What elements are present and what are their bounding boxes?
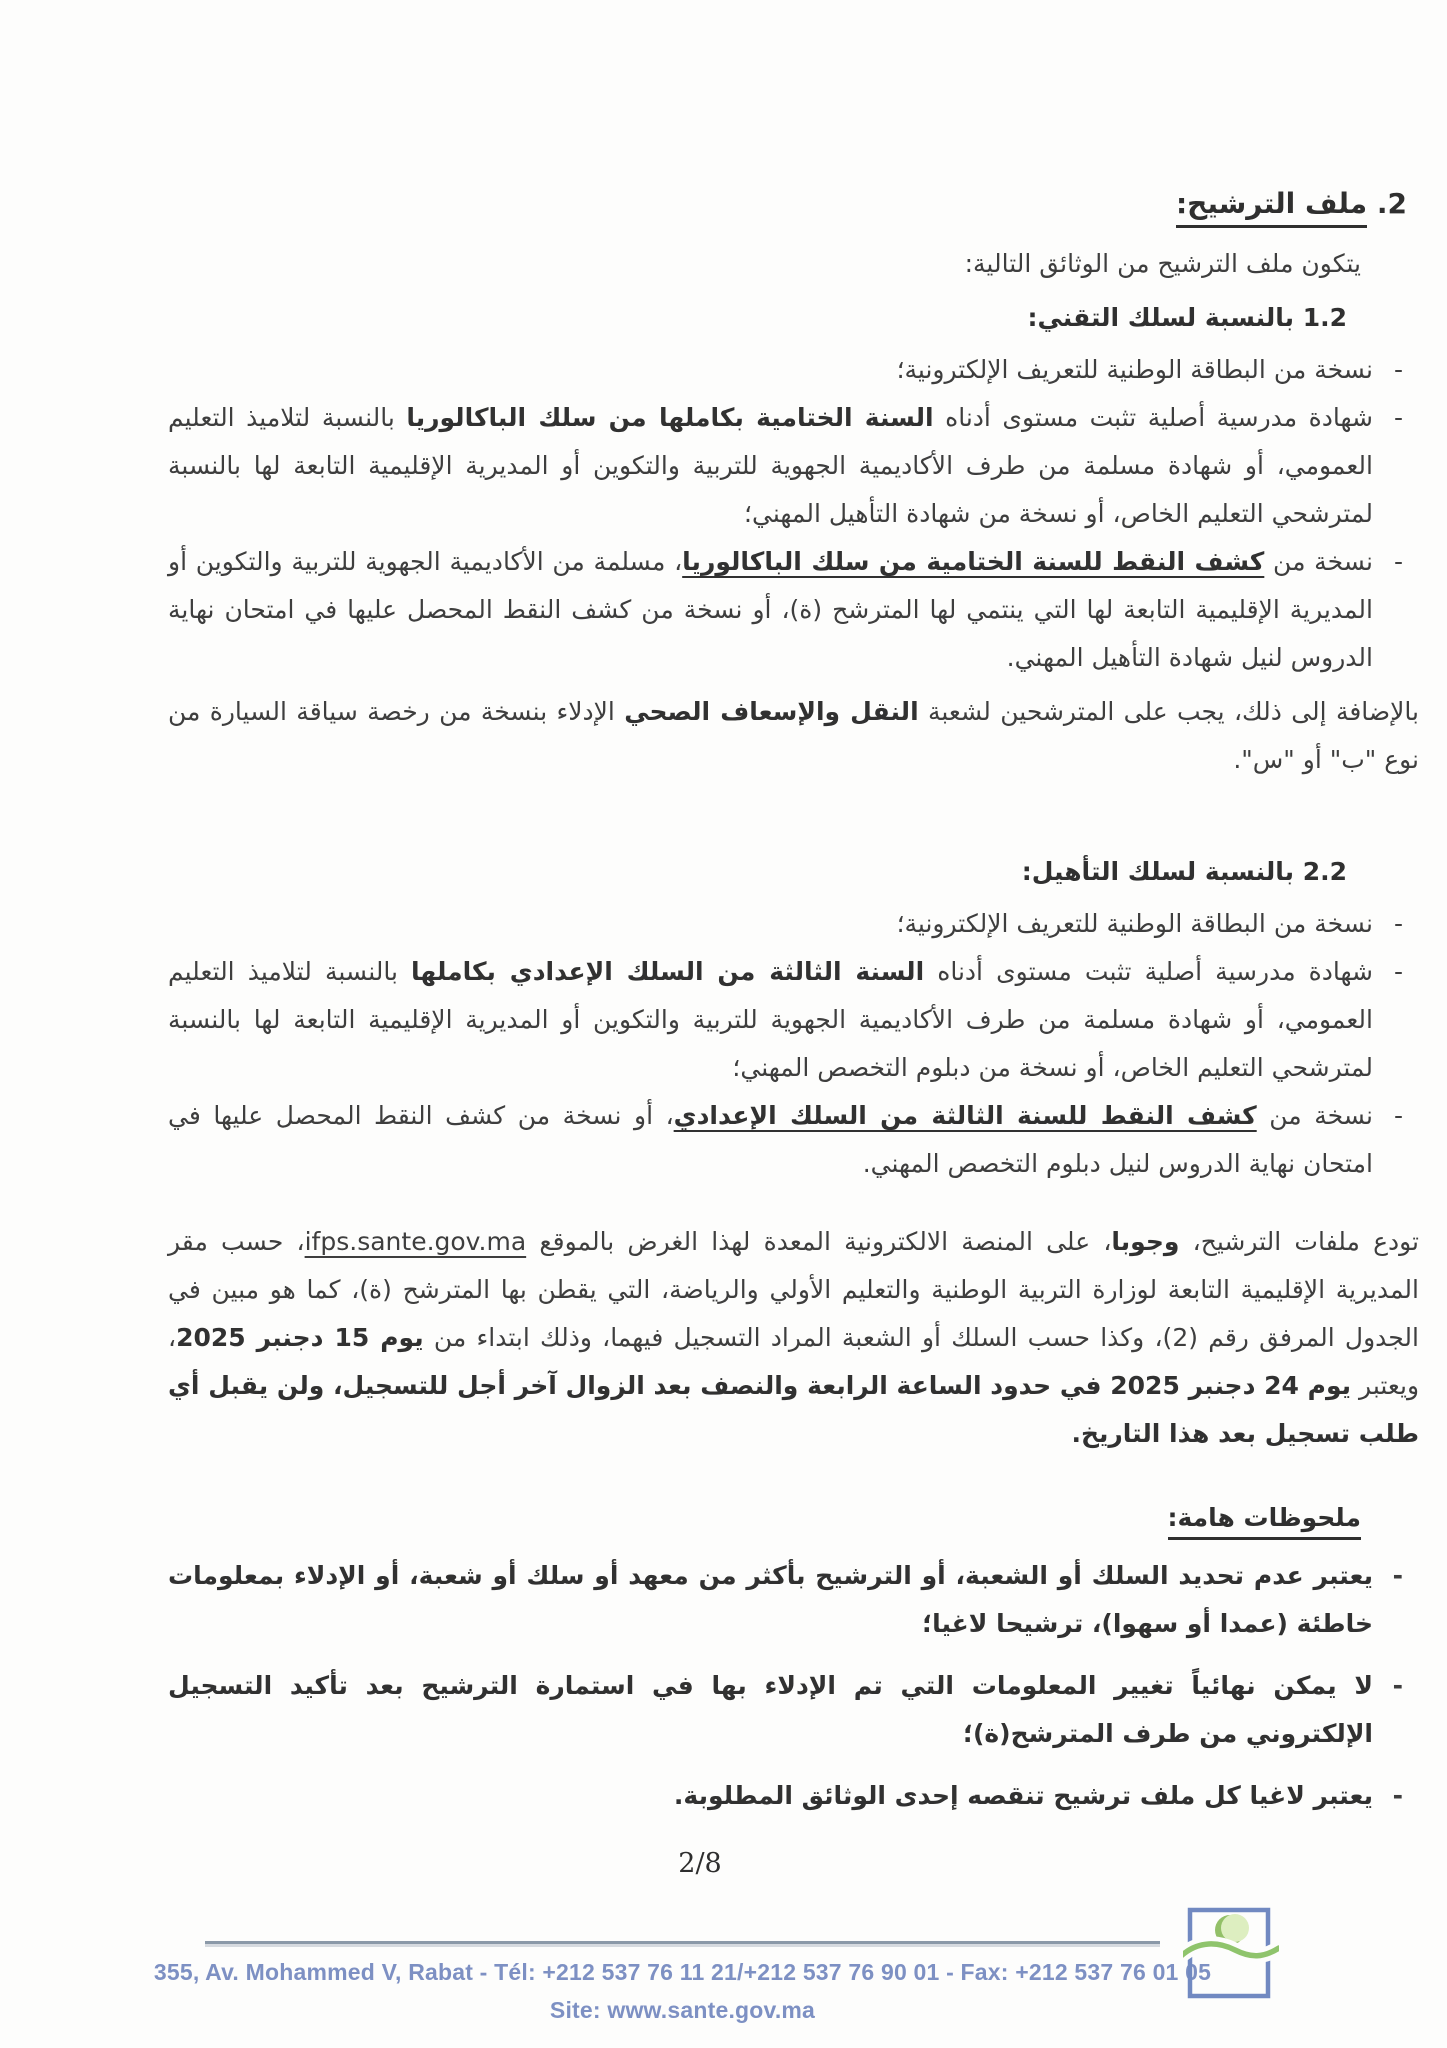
bullet-text: نسخة من كشف النقط للسنة الختامية من سلك الباكالوريا، مسلمة من الأكاديمية الجهوية للتربية والتكوين أو المديرية الإقليمية التابعة لها التي ينتمي لها المترشح (ة)، أو نسخة من كشف النقط المحصل عليها في امتحان نهاية الدروس لنيل شهادة التأهيل المهني.	[168, 547, 1373, 672]
bullet-dash: -	[1393, 547, 1403, 576]
technique-bullet-2	[168, 394, 1419, 538]
bullet-text: نسخة من البطاقة الوطنية للتعريف الإلكترونية؛	[896, 355, 1373, 384]
qualification-bullet-3	[168, 1092, 1419, 1188]
section-gap	[168, 1458, 1419, 1494]
note-text: لا يمكن نهائياً تغيير المعلومات التي تم الإدلاء بها في استمارة الترشيح بعد تأكيد التسجيل الإلكتروني من طرف المترشح(ة)؛	[168, 1671, 1373, 1748]
doc-title-label: ملف الترشيح:	[1176, 187, 1367, 228]
note-text: يعتبر عدم تحديد السلك أو الشعبة، أو الترشيح بأكثر من معهد أو سلك أو شعبة، أو الإدلاء بمعلومات خاطئة (عمدا أو سهوا)، ترشيحا لاغيا؛	[168, 1561, 1373, 1638]
page-number: 2/8	[678, 1848, 722, 1879]
note-bullet-3	[168, 1772, 1419, 1820]
intro-line: يتكون ملف الترشيح من الوثائق التالية:	[964, 249, 1361, 278]
footer-site: Site: www.sante.gov.ma	[549, 1997, 816, 2023]
bullet-text: شهادة مدرسية أصلية تثبت مستوى أدناه السنة الثالثة من السلك الإعدادي بكاملها بالنسبة لتلاميذ التعليم العمومي، أو شهادة مسلمة من طرف الأكاديمية الجهوية للتربية والتكوين أو المديرية الإقليمية التابعة لها بالنسبة لمترشحي التعليم الخاص، أو نسخة من دبلوم التخصص المهني؛	[168, 957, 1374, 1082]
important-notes-heading: ملحوظات هامة:	[168, 1494, 1419, 1542]
qualification-bullet-1	[168, 900, 1419, 948]
qualification-bullet-2	[168, 948, 1419, 1092]
bullet-dash: -	[1392, 1781, 1403, 1810]
bullet-dash: -	[1393, 355, 1403, 384]
doc-title	[168, 182, 1419, 226]
note-bullet-2	[168, 1662, 1419, 1758]
technique-bullet-1	[168, 346, 1419, 394]
bullet-dash: -	[1392, 1671, 1403, 1700]
submission-paragraph: تودع ملفات الترشيح، وجوبا، على المنصة الالكترونية المعدة لهذا الغرض بالموقع ifps.sante.gov.ma‏، حسب مقر المديرية الإقليمية التابعة لوزارة التربية الوطنية والتعليم الأولي والرياضة، التي يقطن بها المترشح (ة)، كما هو مبين في الجدول المرفق رقم (2)، وكذا حسب السلك أو الشعبة المراد التسجيل فيهما، وذلك ابتداء من يوم 15 دجنبر 2025، ويعتبر يوم 24 دجنبر 2025 في حدود الساعة الرابعة والنصف بعد الزوال آخر أجل للتسجيل، ولن يقبل أي طلب تسجيل بعد هذا التاريخ.	[168, 1227, 1420, 1448]
bullet-dash: -	[1393, 1101, 1403, 1130]
bullet-dash: -	[1393, 957, 1403, 986]
bullet-text: نسخة من كشف النقط للسنة الثالثة من السلك الإعدادي، أو نسخة من كشف النقط المحصل عليها في امتحان نهاية الدروس لنيل دبلوم التخصص المهني.	[168, 1101, 1374, 1178]
ministry-health-logo-icon	[1183, 1906, 1279, 2002]
bullet-dash: -	[1393, 403, 1403, 432]
note-bullet-1	[168, 1552, 1419, 1648]
bullet-dash: -	[1393, 909, 1403, 938]
bullet-text: نسخة من البطاقة الوطنية للتعريف الإلكترونية؛	[896, 909, 1373, 938]
section-gap	[168, 784, 1419, 842]
bullet-text: شهادة مدرسية أصلية تثبت مستوى أدناه السنة الختامية بكاملها من سلك الباكالوريا بالنسبة لتلاميذ التعليم العمومي، أو شهادة مسلمة من طرف الأكاديمية الجهوية للتربية والتكوين أو المديرية الإقليمية التابعة لها بالنسبة لمترشحي التعليم الخاص، أو نسخة من شهادة التأهيل المهني؛	[168, 403, 1374, 528]
bullet-dash: -	[1392, 1561, 1403, 1590]
technique-bullet-3	[168, 538, 1419, 682]
section-technique-heading: 1.2 بالنسبة لسلك التقني:	[1027, 303, 1347, 332]
section-qualification-heading: 2.2 بالنسبة لسلك التأهيل:	[1021, 857, 1347, 886]
section-gap	[168, 1188, 1419, 1212]
note-text: يعتبر لاغيا كل ملف ترشيح تنقصه إحدى الوثائق المطلوبة.	[673, 1781, 1373, 1810]
transport-note-paragraph: بالإضافة إلى ذلك، يجب على المترشحين لشعبة النقل والإسعاف الصحي الإدلاء بنسخة من رخصة سياقة السيارة من نوع "ب" أو "س".	[168, 697, 1419, 774]
footer-contact-block	[150, 1953, 1215, 2029]
footer-divider	[205, 1941, 1160, 1944]
footer-address: 355, Av. Mohammed V, Rabat - Tél: +212 537 76 11 21/+212 537 76 90 01 - Fax: +212 537 76 01 05	[153, 1959, 1212, 1985]
document-body	[168, 182, 1419, 1834]
doc-title-number: 2.	[1376, 187, 1407, 220]
